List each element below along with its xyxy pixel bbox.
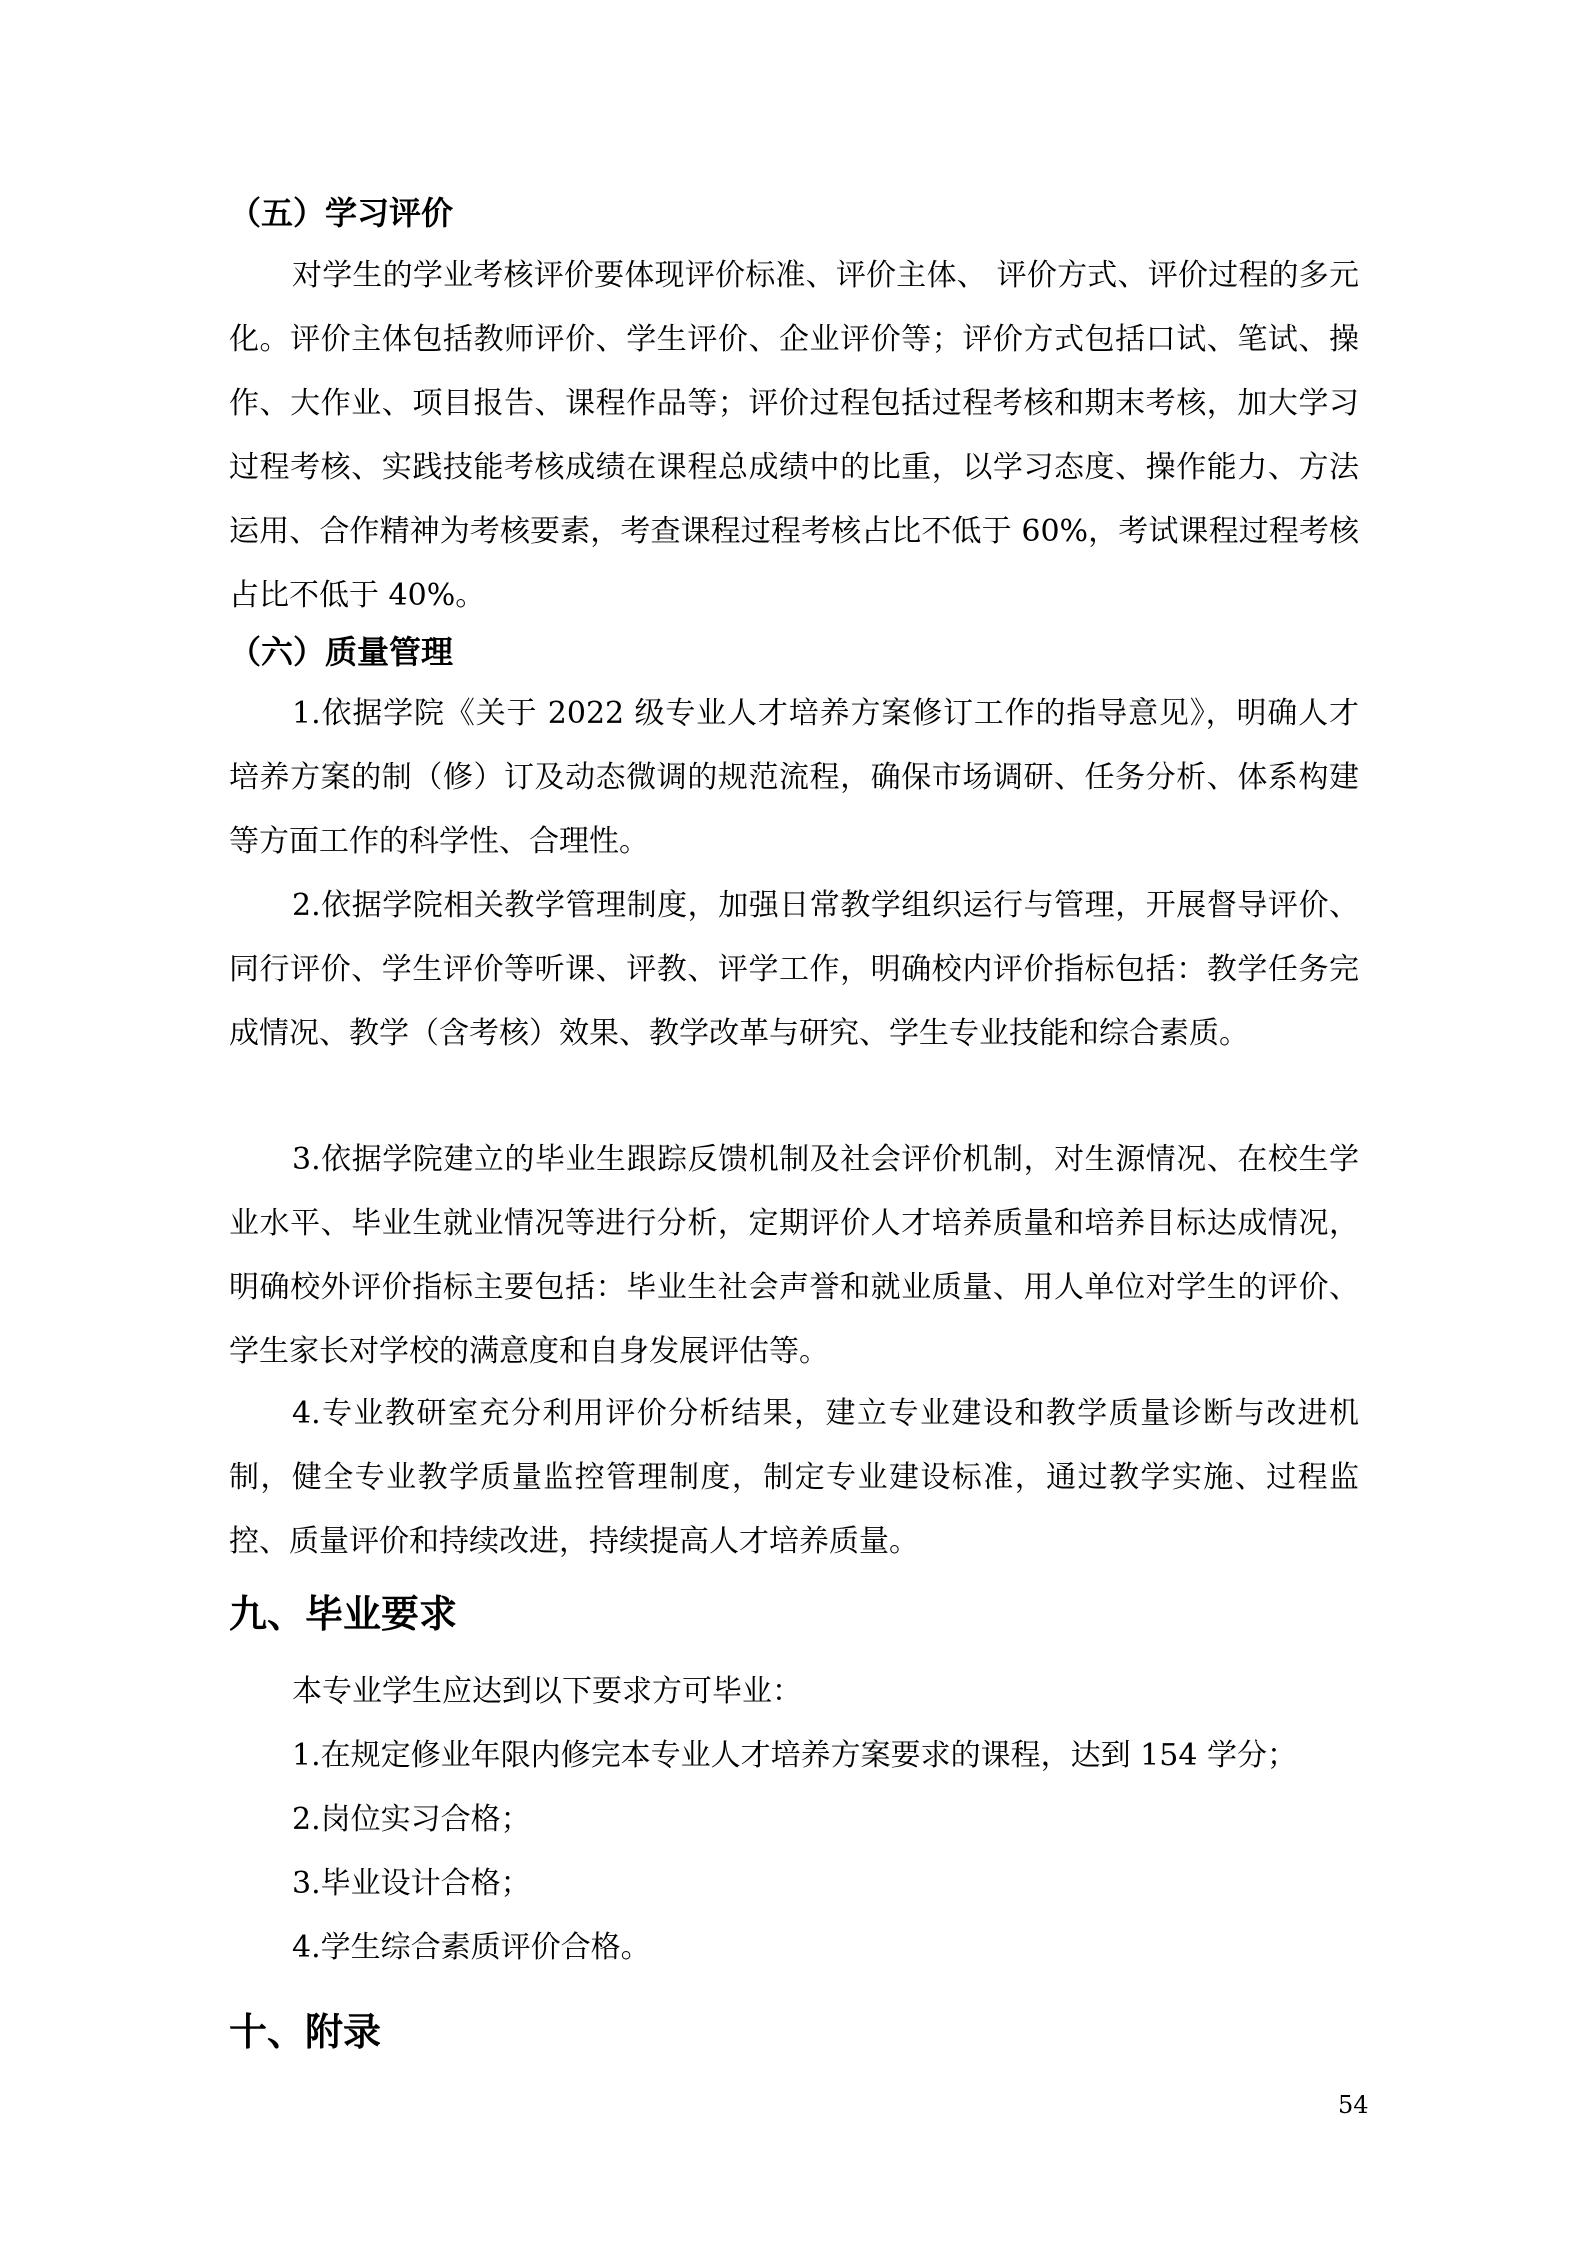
page-number: 54 bbox=[1338, 2091, 1369, 2119]
paragraph-quality-2: 2.依据学院相关教学管理制度，加强日常教学组织运行与管理，开展督导评价、同行评价、学生评价等听课、评教、评学工作，明确校内评价指标包括：教学任务完成情况、教学（含考核）效果、教学改革与研究、学生专业技能和综合素质。 bbox=[229, 888, 1359, 1051]
paragraph-quality-4: 4.专业教研室充分利用评价分析结果，建立专业建设和教学质量诊断与改进机制，健全专业教学质量监控管理制度，制定专业建设标准，通过教学实施、过程监控、质量评价和持续改进，持续提高人才培养质量。 bbox=[229, 1396, 1359, 1559]
paragraph-learning-evaluation: 对学生的学业考核评价要体现评价标准、评价主体、 评价方式、评价过程的多元化。评价主体包括教师评价、学生评价、企业评价等；评价方式包括口试、笔试、操作、大作业、项目报告、课程作品等；评价过程包括过程考核和期末考核，加大学习过程考核、实践技能考核成绩在课程总成绩中的比重，以学习态度、操作能力、方法运用、合作精神为考核要素，考查课程过程考核占比不低于 60%，考试课程过程考核占比不低于 40%。 bbox=[229, 258, 1359, 613]
section-heading-quality-management: （六）质量管理 bbox=[229, 633, 454, 671]
chapter-heading-appendix: 十、附录 bbox=[229, 2010, 382, 2054]
graduation-requirement-4: 4.学生综合素质评价合格。 bbox=[292, 1930, 651, 1965]
graduation-requirement-3: 3.毕业设计合格； bbox=[292, 1866, 531, 1901]
section-heading-learning-evaluation: （五）学习评价 bbox=[229, 194, 454, 232]
paragraph-quality-3: 3.依据学院建立的毕业生跟踪反馈机制及社会评价机制，对生源情况、在校生学业水平、毕业生就业情况等进行分析，定期评价人才培养质量和培养目标达成情况，明确校外评价指标主要包括：毕业生社会声誉和就业质量、用人单位对学生的评价、学生家长对学校的满意度和自身发展评估等。 bbox=[229, 1142, 1359, 1369]
graduation-intro: 本专业学生应达到以下要求方可毕业： bbox=[292, 1674, 802, 1709]
paragraph-quality-1: 1.依据学院《关于 2022 级专业人才培养方案修订工作的指导意见》，明确人才培养方案的制（修）订及动态微调的规范流程，确保市场调研、任务分析、体系构建等方面工作的科学性、合理性。 bbox=[229, 696, 1359, 859]
graduation-requirement-1: 1.在规定修业年限内修完本专业人才培养方案要求的课程，达到 154 学分； bbox=[292, 1738, 1297, 1773]
graduation-requirement-2: 2.岗位实习合格； bbox=[292, 1802, 531, 1837]
chapter-heading-graduation-requirements: 九、毕业要求 bbox=[229, 1592, 458, 1636]
